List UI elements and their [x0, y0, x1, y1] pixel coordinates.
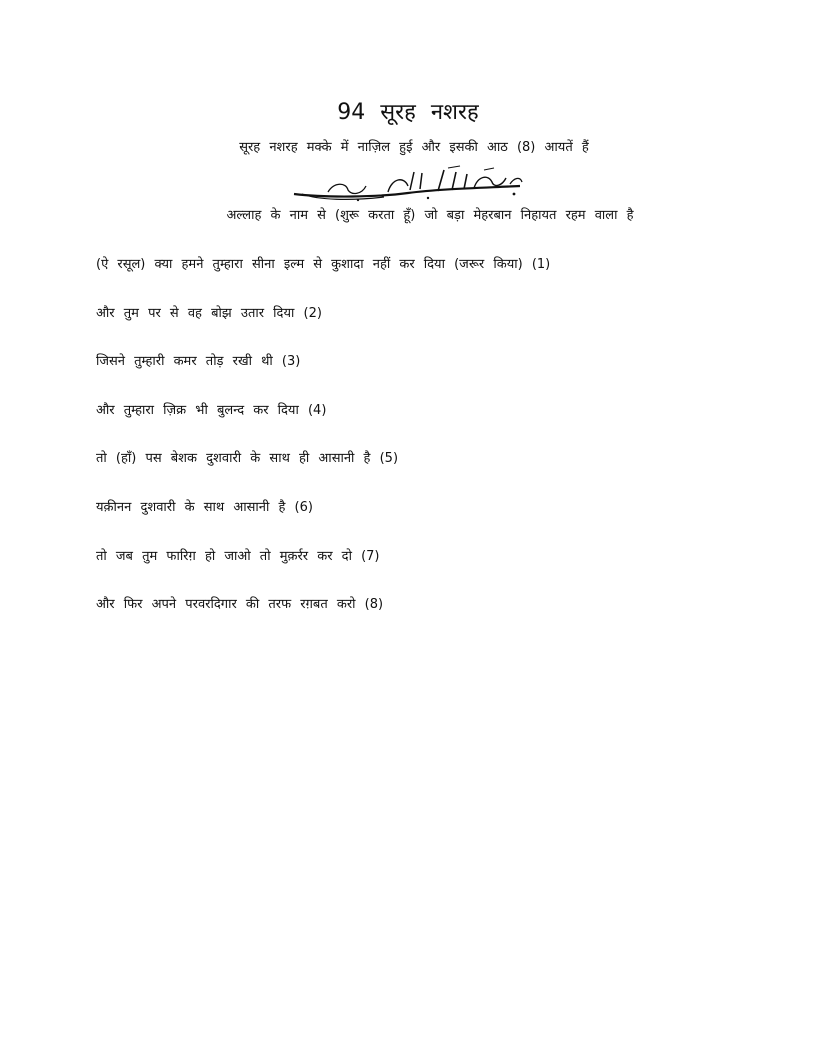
verse-8: और फिर अपने परवरदिगार की तरफ रग़बत करो (8) — [96, 597, 384, 613]
verse-5: तो (हाँ) पस बेशक दुशवारी के साथ ही आसानी है (5) — [96, 451, 399, 467]
verse-7: तो जब तुम फारिग़ हो जाओ तो मुक़र्रर कर दो (7) — [96, 548, 380, 564]
page-title: 94 सूरह नशरह — [337, 100, 479, 125]
bismillah-calligraphy — [288, 164, 528, 204]
verse-4: और तुम्हारा ज़िक्र भी बुलन्द कर दिया (4) — [96, 402, 327, 418]
verse-1: (ऐ रसूल) क्या हमने तुम्हारा सीना इल्म से कुशादा नहीं कर दिया (जरूर किया) (1) — [96, 257, 551, 272]
verse-6: यक़ीनन दुशवारी के साथ आसानी है (6) — [96, 499, 313, 515]
verse-2: और तुम पर से वह बोझ उतार दिया (2) — [96, 305, 322, 321]
opening-invocation: अल्लाह के नाम से (शुरू करता हूँ) जो बड़ा मेहरबान निहायत रहम वाला है — [226, 208, 634, 223]
verse-3: जिसने तुम्हारी कमर तोड़ रखी थी (3) — [96, 354, 301, 370]
surah-subtitle: सूरह नशरह मक्के में नाज़िल हुई और इसकी आठ (8) आयतें हैं — [239, 140, 589, 155]
verse-list — [96, 254, 756, 643]
